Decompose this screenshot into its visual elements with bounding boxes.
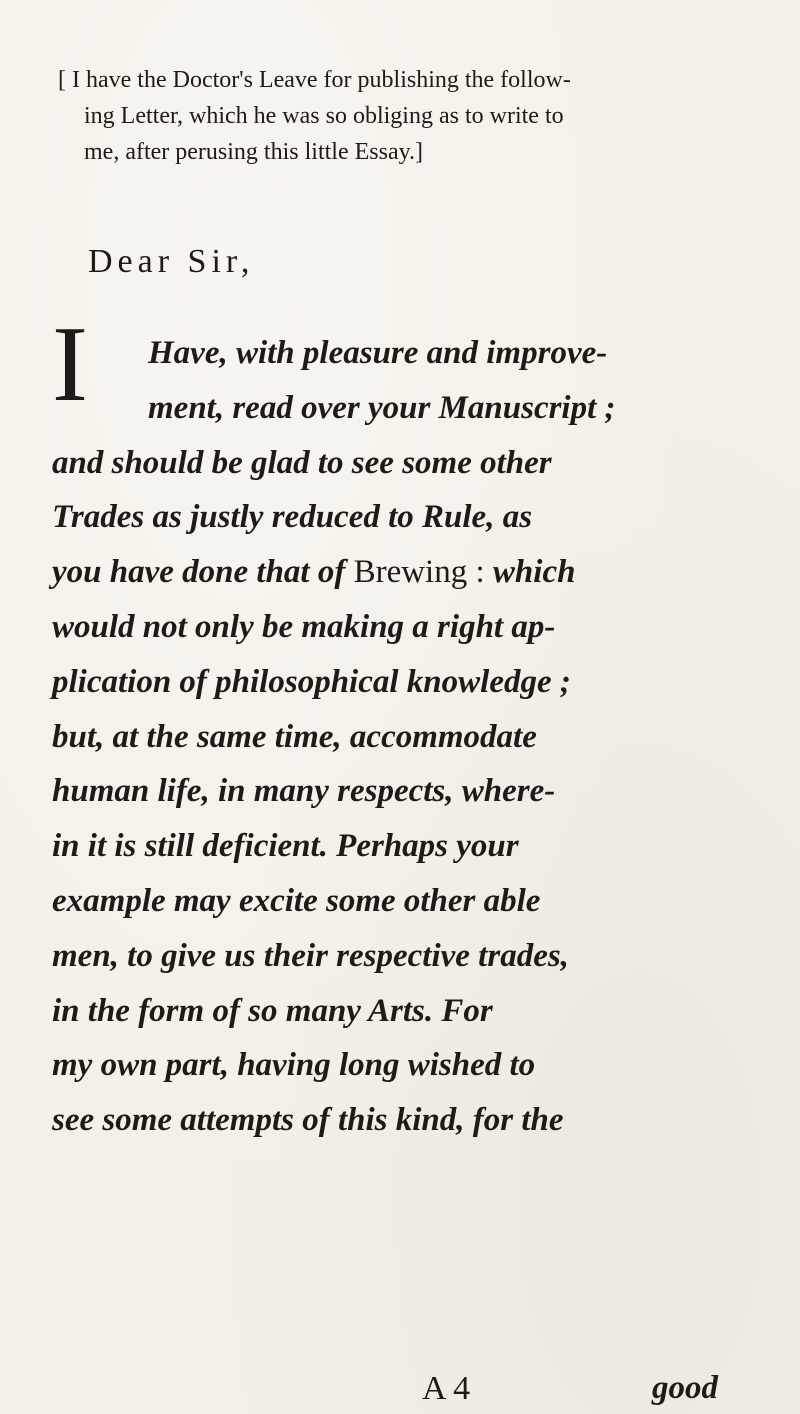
editor-note-line: me, after perusing this little Essay.] (84, 139, 424, 165)
letter-line: men, to give us their respective trades, (52, 937, 569, 974)
letter-line: my own part, having long wished to (52, 1047, 536, 1084)
letter-line-mixed (52, 545, 752, 600)
letter-body (52, 326, 752, 1148)
editor-note (58, 62, 758, 170)
letter-line: would not only be making a right ap- (52, 608, 556, 645)
letter-line: but, at the same time, accommodate (52, 718, 537, 755)
letter-line: example may excite some other able (52, 882, 541, 919)
brewing-word: Brewing : (353, 554, 485, 591)
letter-line: Have, with pleasure and improve- (148, 335, 608, 371)
letter-line: in the form of so many Arts. For (52, 992, 493, 1029)
letter-line: see some attempts of this kind, for the (52, 1102, 564, 1139)
letter-line-start: you have done that of (52, 554, 346, 591)
editor-note-line: ing Letter, which he was so obliging as to write to (84, 103, 564, 129)
letter-line: ment, read over your Manuscript ; (148, 389, 616, 426)
letter-line-end: which (492, 554, 576, 591)
letter-line: in it is still deficient. Perhaps your (52, 828, 519, 865)
page-footer (0, 1370, 800, 1410)
salutation: Dear Sir, (88, 243, 255, 280)
letter-line: Trades as justly reduced to Rule, as (52, 499, 533, 536)
catchword: good (652, 1370, 718, 1406)
letter-line: plication of philosophical knowledge ; (52, 663, 571, 700)
letter-line: and should be glad to see some other (52, 444, 552, 481)
signature-mark: A 4 (422, 1370, 471, 1407)
editor-note-line: [ I have the Doctor's Leave for publishing the follow- (58, 67, 571, 93)
drop-cap: I (52, 305, 88, 424)
letter-line: human life, in many respects, where- (52, 773, 556, 810)
